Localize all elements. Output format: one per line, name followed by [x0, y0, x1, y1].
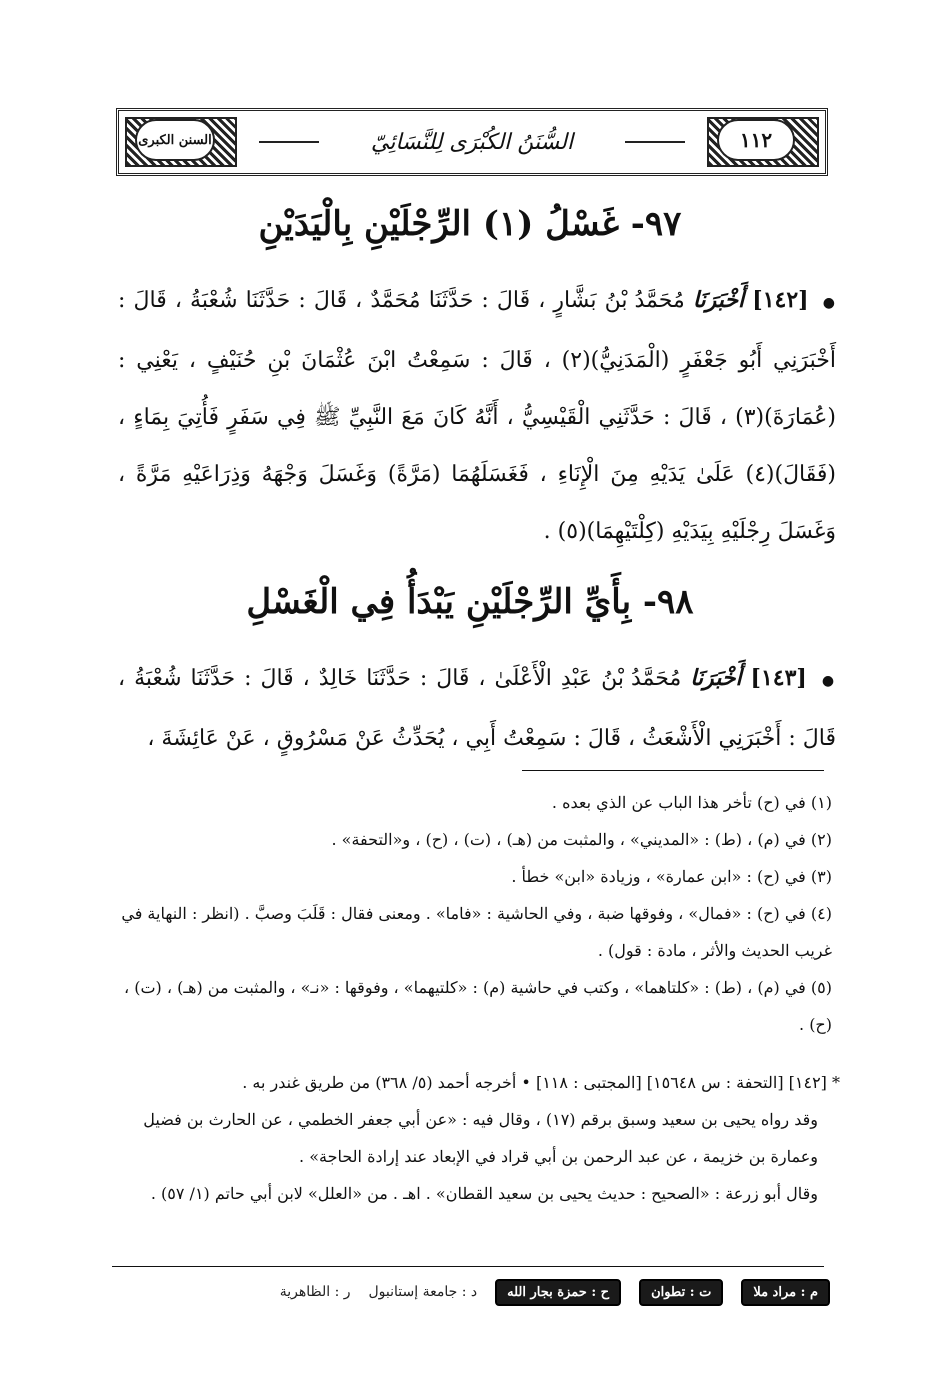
- legend-r: ر : الظاهرية: [279, 1284, 351, 1300]
- chapter-heading-98: ٩٨- بِأَيِّ الرِّجْلَيْنِ يَبْدَأُ فِي الْغَسْلِ: [246, 582, 694, 622]
- legend-d: د : جامعة إستانبول: [368, 1284, 478, 1300]
- takhrij-notes: [112, 1064, 840, 1212]
- takhrij-line-1: * [١٤٢] [التحفة : س ١٥٦٤٨] [المجتبى : ١١٨] • أخرجه أحمد (٥/ ٣٦٨) من طريق غندر به .: [242, 1073, 840, 1092]
- legend-h: ح : حمزة بجار الله: [495, 1279, 621, 1306]
- hadith-text: مُحَمَّدُ بْنُ بَشَّارٍ ، قَالَ : حَدَّثَنَا مُحَمَّدٌ ، قَالَ : حَدَّثَنَا شُعْبَةُ ، قَالَ : أَخْبَرَنِي أَبُو جَعْفَرٍ (الْمَدَنِيُّ)(٢) ، قَالَ : سَمِعْتُ ابْنَ عُثْمَانَ بْنِ حُنَيْفٍ ، يَعْنِي : (عُمَارَةَ)(٣) ، قَالَ : حَدَّثَنِي الْقَيْسِيُّ ، أَنَّهُ كَانَ مَعَ النَّبِيِّ ﷺ فِي سَفَرٍ فَأُتِيَ بِمَاءٍ ، (فَقَالَ)(٤) عَلَىٰ يَدَيْهِ مِنَ الْإِنَاءِ ، فَغَسَلَهُمَا (مَرَّةً) وَغَسَلَ وَجْهَهُ وَذِرَاعَيْهِ مَرَّةً ، وَغَسَلَ رِجْلَيْهِ بِيَدَيْهِ (كِلْتَيْهِمَا)(٥) .: [118, 288, 836, 544]
- footnote-2: (٢) في (م) ، (ط) : «المديني» ، والمثبت من (هـ) ، (ت) ، (ح) ، و«التحفة» .: [331, 830, 832, 849]
- hadith-number: [١٤٢]: [752, 287, 809, 313]
- hadith-number: [١٤٣]: [750, 665, 807, 691]
- takhrij-line-3: وقال أبو زرعة : «الصحيح : حديث يحيى بن سعيد القطان» . اهـ . من «العلل» لابن أبي حاتم (١/ ٥٧) .: [150, 1184, 818, 1203]
- akhbarana-word: أَخْبَرَنَا: [690, 665, 742, 691]
- footnote-3: (٣) في (ح) : «ابن عمارة» ، وزيادة «ابن» خطأ .: [511, 867, 832, 886]
- footnote-separator: [522, 770, 824, 771]
- akhbarana-word: أَخْبَرَنَا: [692, 287, 745, 313]
- legend-m: م : مراد ملا: [741, 1279, 830, 1306]
- book-logo: السنن الكبرى: [135, 119, 215, 161]
- chapter-heading-97: ٩٧- غَسْلُ (١) الرِّجْلَيْنِ بِالْيَدَيْنِ: [258, 204, 682, 244]
- hadith-142: [118, 272, 836, 560]
- footnote-1: (١) في (ح) تأخر هذا الباب عن الذي بعده .: [551, 793, 832, 812]
- footnotes: [112, 784, 832, 1043]
- legend-separator: [112, 1266, 824, 1267]
- legend-t: ت : تطوان: [639, 1279, 723, 1306]
- footnote-4: (٤) في (ح) : «فمال» ، وفوقها ضبة ، وفي الحاشية : «فاما» . ومعنى فقال : قَلَبَ وصبَّ . (انظر : النهاية في غريب الحديث والأثر ، مادة : قول) .: [121, 904, 832, 960]
- takhrij-line-2: وقد رواه يحيى بن سعيد وسبق برقم (١٧) ، وقال فيه : «عن أبي جعفر الخطمي ، عن الحارث بن فضيل وعمارة بن خزيمة ، عن عبد الرحمن بن أبي قراد في الإبعاد عند إرادة الحاجة» .: [143, 1110, 818, 1166]
- page-header: [116, 108, 828, 176]
- page-number: ١١٢: [717, 119, 795, 161]
- hadith-143: [118, 650, 836, 767]
- footnote-5: (٥) في (م) ، (ط) : «كلتاهما» ، وكتب في حاشية (م) : «كلتيهما» ، وفوقها : «نـ» ، والمثبت من (هـ) ، (ت) ، (ح) .: [123, 978, 832, 1034]
- hadith-text: مُحَمَّدُ بْنُ عَبْدِ الْأَعْلَىٰ ، قَالَ : حَدَّثَنَا خَالِدٌ ، قَالَ : حَدَّثَنَا شُعْبَةُ ، قَالَ : أَخْبَرَنِي الْأَشْعَثُ ، قَالَ : سَمِعْتُ أَبِي ، يُحَدِّثُ عَنْ مَسْرُوقٍ ، عَنْ عَائِشَةَ ،: [118, 666, 836, 751]
- bullet-icon: ●: [822, 295, 837, 311]
- bullet-icon: ●: [821, 673, 837, 689]
- manuscript-legend: [110, 1272, 830, 1312]
- book-title: السُّنَنُ الكُبْرَى لِلنَّسَائِيّ: [259, 121, 685, 163]
